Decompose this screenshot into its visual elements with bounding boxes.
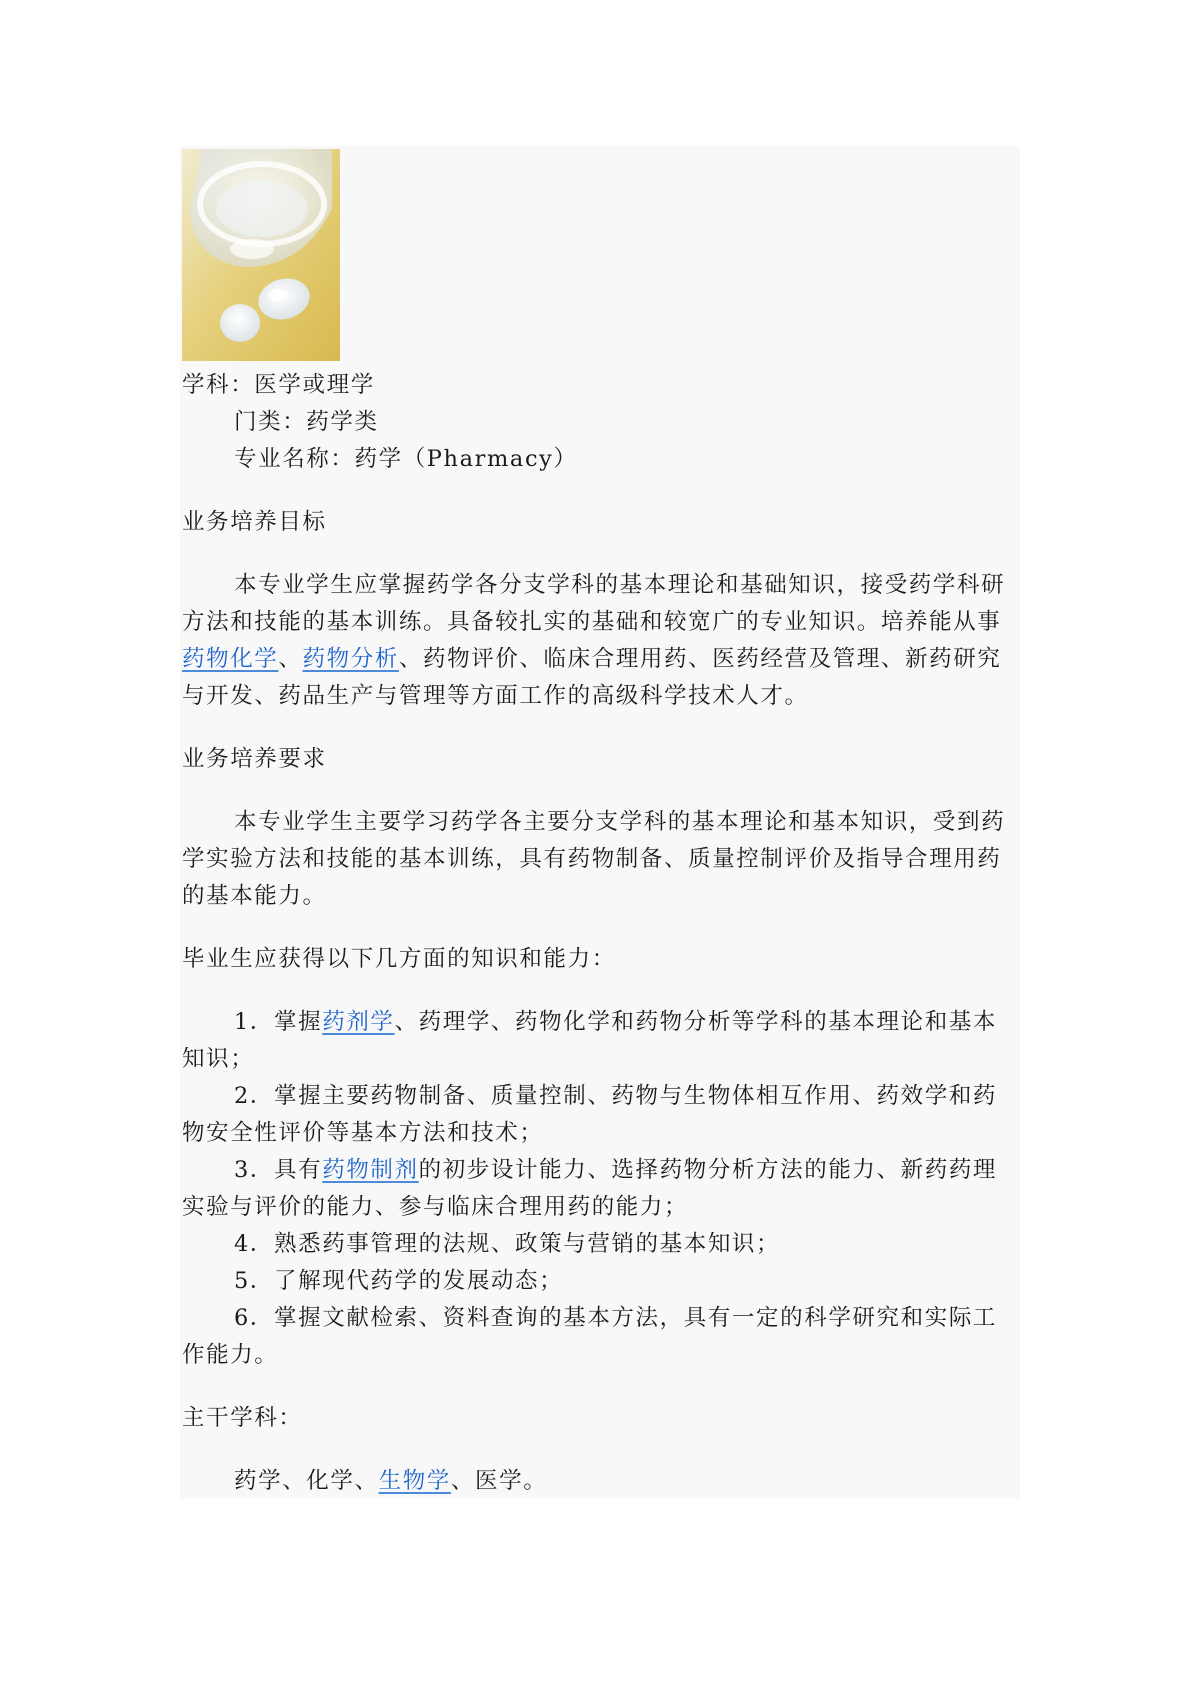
item1-suffix: 、药理学、药物化学和药物分析等学科的基本理论和基本知识； <box>182 1009 998 1072</box>
pills-illustration <box>182 149 340 361</box>
requirements-paragraph: 本专业学生主要学习药学各主要分支学科的基本理论和基本知识，受到药学实验方法和技能的基本训练，具有药物制备、质量控制评价及指导合理用药的基本能力。 <box>182 809 1006 909</box>
item1-prefix: 1．掌握 <box>234 1009 323 1035</box>
item3-prefix: 3．具有 <box>234 1157 323 1183</box>
objective-separator: 、 <box>278 646 303 672</box>
subject-line: 学科：医学或理学 <box>182 372 375 398</box>
objective-paragraph <box>182 567 1020 715</box>
ability-item-5: 5．了解现代药学的发展动态； <box>234 1268 564 1294</box>
core-disciplines-heading: 主干学科： <box>182 1405 303 1431</box>
ability-item-2: 2．掌握主要药物制备、质量控制、药物与生物体相互作用、药效学和药物安全性评价等基本方法和技术； <box>182 1083 998 1146</box>
link-biology[interactable]: 生物学 <box>378 1468 451 1494</box>
document-body <box>182 149 1020 1500</box>
core-list-start: 药学、化学、 <box>234 1468 379 1494</box>
ability-item-3 <box>182 1152 1020 1226</box>
graduate-abilities-intro: 毕业生应获得以下几方面的知识和能力： <box>182 946 616 972</box>
ability-item-4: 4．熟悉药事管理的法规、政策与营销的基本知识； <box>234 1231 781 1257</box>
objective-text-end: 、药物评价、临床合理用药、医药经营及管理、新药研究与开发、药品生产与管理等方面工作的高级科学技术人才。 <box>182 646 1002 709</box>
requirements-heading: 业务培养要求 <box>182 746 327 772</box>
category-line: 门类：药学类 <box>234 409 379 435</box>
pills-photo <box>182 149 340 361</box>
item3-suffix: 的初步设计能力、选择药物分析方法的能力、新药药理实验与评价的能力、参与临床合理用药的能力； <box>182 1157 998 1220</box>
major-line: 专业名称：药学（Pharmacy） <box>234 446 578 472</box>
link-pharmaceutical-analysis[interactable]: 药物分析 <box>302 646 399 672</box>
link-pharmaceutical-preparation[interactable]: 药物制剂 <box>322 1157 419 1183</box>
core-disciplines-list <box>182 1463 1020 1500</box>
ability-item-6: 6．掌握文献检索、资料查询的基本方法，具有一定的科学研究和实际工作能力。 <box>182 1305 998 1368</box>
core-list-end: 、医学。 <box>450 1468 548 1494</box>
objective-text-start: 本专业学生应掌握药学各分支学科的基本理论和基础知识，接受药学科研方法和技能的基本训练。具备较扎实的基础和较宽广的专业知识。培养能从事 <box>182 572 1006 635</box>
link-medicinal-chemistry[interactable]: 药物化学 <box>182 646 279 672</box>
ability-item-1 <box>182 1004 1020 1078</box>
objective-heading: 业务培养目标 <box>182 509 327 535</box>
link-pharmaceutics[interactable]: 药剂学 <box>322 1009 395 1035</box>
